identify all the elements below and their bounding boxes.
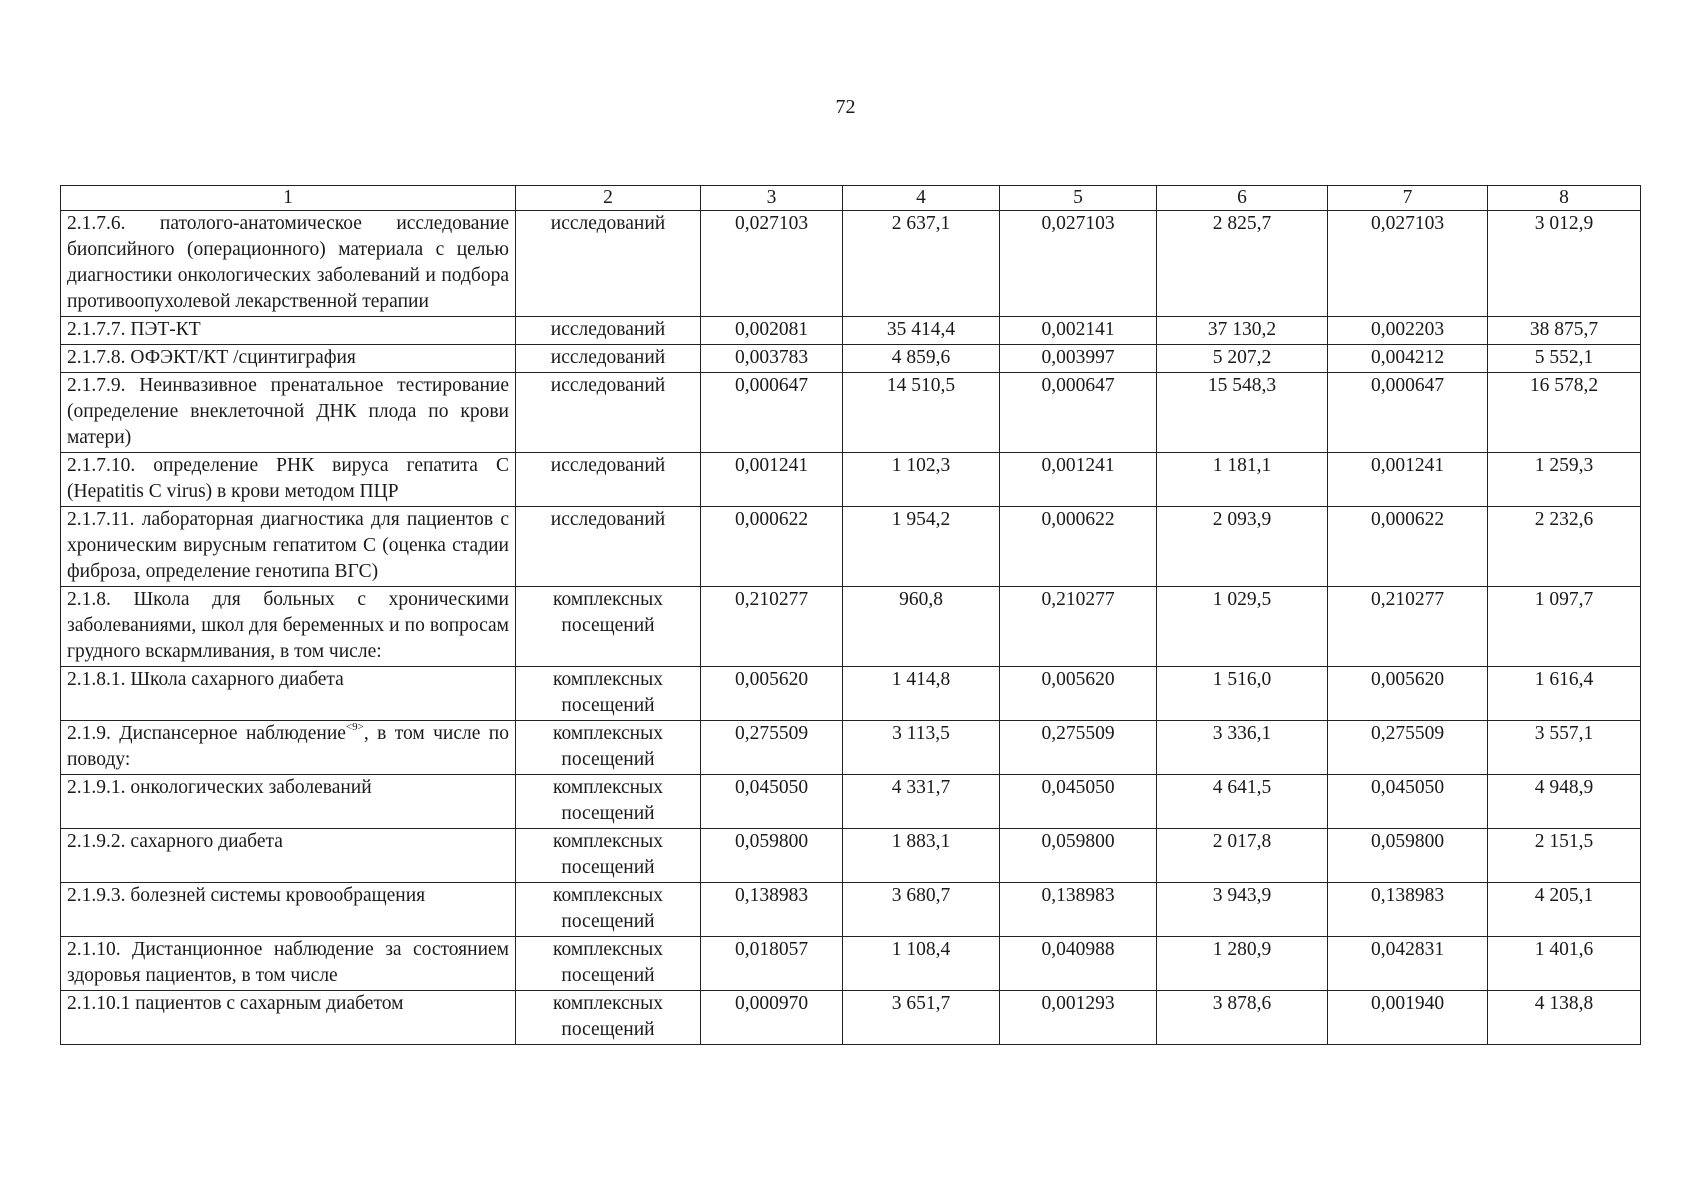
row-unit: комплексных посещений xyxy=(516,829,701,883)
table-row xyxy=(61,453,1641,507)
cell-value: 1 280,9 xyxy=(1157,937,1328,991)
cell-value: 3 943,9 xyxy=(1157,883,1328,937)
row-unit: комплексных посещений xyxy=(516,883,701,937)
cell-value: 0,210277 xyxy=(701,587,843,667)
table-row xyxy=(61,373,1641,453)
table-row xyxy=(61,587,1641,667)
cell-value: 4 331,7 xyxy=(843,775,1000,829)
row-name: 2.1.7.11. лабораторная диагностика для пациентов с хроническим вирусным гепатитом С (оценка стадии фиброза, определение генотипа ВГС) xyxy=(61,507,516,587)
table-row xyxy=(61,991,1641,1045)
cell-value: 2 093,9 xyxy=(1157,507,1328,587)
cell-value: 0,004212 xyxy=(1328,345,1488,373)
row-unit: комплексных посещений xyxy=(516,587,701,667)
cell-value: 14 510,5 xyxy=(843,373,1000,453)
cell-value: 0,275509 xyxy=(1000,721,1157,775)
cell-value: 0,275509 xyxy=(1328,721,1488,775)
column-header: 4 xyxy=(843,186,1000,211)
row-name: 2.1.10. Дистанционное наблюдение за состоянием здоровья пациентов, в том числе xyxy=(61,937,516,991)
cell-value: 0,003997 xyxy=(1000,345,1157,373)
row-unit: комплексных посещений xyxy=(516,775,701,829)
cell-value: 0,000647 xyxy=(701,373,843,453)
row-unit: исследований xyxy=(516,211,701,317)
column-header: 3 xyxy=(701,186,843,211)
cell-value: 0,275509 xyxy=(701,721,843,775)
cell-value: 0,002141 xyxy=(1000,317,1157,345)
cell-value: 2 232,6 xyxy=(1488,507,1641,587)
cell-value: 0,005620 xyxy=(1000,667,1157,721)
row-name: 2.1.10.1 пациентов с сахарным диабетом xyxy=(61,991,516,1045)
cell-value: 2 151,5 xyxy=(1488,829,1641,883)
table-row xyxy=(61,507,1641,587)
table-row xyxy=(61,775,1641,829)
cell-value: 0,138983 xyxy=(701,883,843,937)
cell-value: 0,042831 xyxy=(1328,937,1488,991)
column-header: 6 xyxy=(1157,186,1328,211)
cell-value: 2 637,1 xyxy=(843,211,1000,317)
cell-value: 0,000647 xyxy=(1328,373,1488,453)
cell-value: 0,027103 xyxy=(701,211,843,317)
row-name: 2.1.8.1. Школа сахарного диабета xyxy=(61,667,516,721)
table-row xyxy=(61,721,1641,775)
cell-value: 1 516,0 xyxy=(1157,667,1328,721)
cell-value: 0,001293 xyxy=(1000,991,1157,1045)
row-unit: исследований xyxy=(516,317,701,345)
column-header: 1 xyxy=(61,186,516,211)
cell-value: 3 557,1 xyxy=(1488,721,1641,775)
cell-value: 0,045050 xyxy=(1328,775,1488,829)
cell-value: 2 825,7 xyxy=(1157,211,1328,317)
cell-value: 1 102,3 xyxy=(843,453,1000,507)
row-name-tail: , в том числе по поводу: xyxy=(67,723,509,770)
cell-value: 0,001241 xyxy=(1000,453,1157,507)
cell-value: 1 954,2 xyxy=(843,507,1000,587)
cell-value: 38 875,7 xyxy=(1488,317,1641,345)
column-header: 8 xyxy=(1488,186,1641,211)
row-name: 2.1.9.2. сахарного диабета xyxy=(61,829,516,883)
cell-value: 1 259,3 xyxy=(1488,453,1641,507)
cell-value: 1 616,4 xyxy=(1488,667,1641,721)
cell-value: 0,059800 xyxy=(1000,829,1157,883)
cell-value: 0,001241 xyxy=(1328,453,1488,507)
row-name: 2.1.7.10. определение РНК вируса гепатита С (Hepatitis С virus) в крови методом ПЦР xyxy=(61,453,516,507)
row-name: 2.1.7.7. ПЭТ-КТ xyxy=(61,317,516,345)
cell-value: 0,138983 xyxy=(1000,883,1157,937)
cell-value: 0,001940 xyxy=(1328,991,1488,1045)
cell-value: 0,059800 xyxy=(701,829,843,883)
cell-value: 1 108,4 xyxy=(843,937,1000,991)
cell-value: 4 641,5 xyxy=(1157,775,1328,829)
cell-value: 4 138,8 xyxy=(1488,991,1641,1045)
cell-value: 0,059800 xyxy=(1328,829,1488,883)
footnote-marker: <9> xyxy=(345,721,364,733)
row-name: 2.1.8. Школа для больных с хроническими заболеваниями, школ для беременных и по вопросам грудного вскармливания, в том числе: xyxy=(61,587,516,667)
cell-value: 3 113,5 xyxy=(843,721,1000,775)
page-number: 72 xyxy=(835,96,856,118)
cell-value: 0,045050 xyxy=(701,775,843,829)
cell-value: 0,000970 xyxy=(701,991,843,1045)
cell-value: 3 012,9 xyxy=(1488,211,1641,317)
cell-value: 5 552,1 xyxy=(1488,345,1641,373)
row-unit: исследований xyxy=(516,453,701,507)
cell-value: 16 578,2 xyxy=(1488,373,1641,453)
cell-value: 0,002203 xyxy=(1328,317,1488,345)
row-unit: исследований xyxy=(516,345,701,373)
column-header: 5 xyxy=(1000,186,1157,211)
row-name: 2.1.7.8. ОФЭКТ/КТ /сцинтиграфия xyxy=(61,345,516,373)
cell-value: 1 414,8 xyxy=(843,667,1000,721)
row-unit: исследований xyxy=(516,373,701,453)
table-row xyxy=(61,883,1641,937)
cell-value: 3 680,7 xyxy=(843,883,1000,937)
cell-value: 4 205,1 xyxy=(1488,883,1641,937)
cell-value: 0,040988 xyxy=(1000,937,1157,991)
cell-value: 0,000622 xyxy=(701,507,843,587)
cell-value: 0,018057 xyxy=(701,937,843,991)
row-unit: комплексных посещений xyxy=(516,991,701,1045)
table-row xyxy=(61,937,1641,991)
cell-value: 2 017,8 xyxy=(1157,829,1328,883)
cell-value: 0,005620 xyxy=(701,667,843,721)
cell-value: 1 097,7 xyxy=(1488,587,1641,667)
cell-value: 0,045050 xyxy=(1000,775,1157,829)
cell-value: 0,001241 xyxy=(701,453,843,507)
cell-value: 0,003783 xyxy=(701,345,843,373)
row-unit: комплексных посещений xyxy=(516,721,701,775)
row-name: 2.1.7.9. Неинвазивное пренатальное тестирование (определение внеклеточной ДНК плода по крови матери) xyxy=(61,373,516,453)
column-header: 2 xyxy=(516,186,701,211)
cell-value: 0,027103 xyxy=(1000,211,1157,317)
row-unit: комплексных посещений xyxy=(516,937,701,991)
table-row xyxy=(61,667,1641,721)
cell-value: 3 878,6 xyxy=(1157,991,1328,1045)
cell-value: 0,000622 xyxy=(1328,507,1488,587)
row-name xyxy=(61,721,516,775)
row-unit: комплексных посещений xyxy=(516,667,701,721)
cell-value: 0,210277 xyxy=(1328,587,1488,667)
cell-value: 37 130,2 xyxy=(1157,317,1328,345)
cell-value: 1 883,1 xyxy=(843,829,1000,883)
cell-value: 3 336,1 xyxy=(1157,721,1328,775)
cell-value: 960,8 xyxy=(843,587,1000,667)
column-header: 7 xyxy=(1328,186,1488,211)
table-row xyxy=(61,211,1641,317)
cell-value: 15 548,3 xyxy=(1157,373,1328,453)
table-row xyxy=(61,317,1641,345)
table-row xyxy=(61,345,1641,373)
cell-value: 0,000622 xyxy=(1000,507,1157,587)
table-row xyxy=(61,829,1641,883)
cell-value: 0,005620 xyxy=(1328,667,1488,721)
header-row xyxy=(61,186,1641,211)
row-name: 2.1.9.3. болезней системы кровообращения xyxy=(61,883,516,937)
cell-value: 3 651,7 xyxy=(843,991,1000,1045)
cell-value: 0,138983 xyxy=(1328,883,1488,937)
row-name-text: 2.1.9. Диспансерное наблюдение xyxy=(67,723,346,744)
data-table xyxy=(60,185,1641,1045)
cell-value: 0,210277 xyxy=(1000,587,1157,667)
cell-value: 4 859,6 xyxy=(843,345,1000,373)
cell-value: 0,027103 xyxy=(1328,211,1488,317)
cell-value: 35 414,4 xyxy=(843,317,1000,345)
cell-value: 5 207,2 xyxy=(1157,345,1328,373)
row-name: 2.1.7.6. патолого-анатомическое исследование биопсийного (операционного) материала с целью диагностики онкологических заболеваний и подбора противоопухолевой лекарственной терапии xyxy=(61,211,516,317)
cell-value: 1 029,5 xyxy=(1157,587,1328,667)
cell-value: 0,002081 xyxy=(701,317,843,345)
cell-value: 4 948,9 xyxy=(1488,775,1641,829)
cell-value: 0,000647 xyxy=(1000,373,1157,453)
row-name: 2.1.9.1. онкологических заболеваний xyxy=(61,775,516,829)
row-unit: исследований xyxy=(516,507,701,587)
cell-value: 1 401,6 xyxy=(1488,937,1641,991)
cell-value: 1 181,1 xyxy=(1157,453,1328,507)
